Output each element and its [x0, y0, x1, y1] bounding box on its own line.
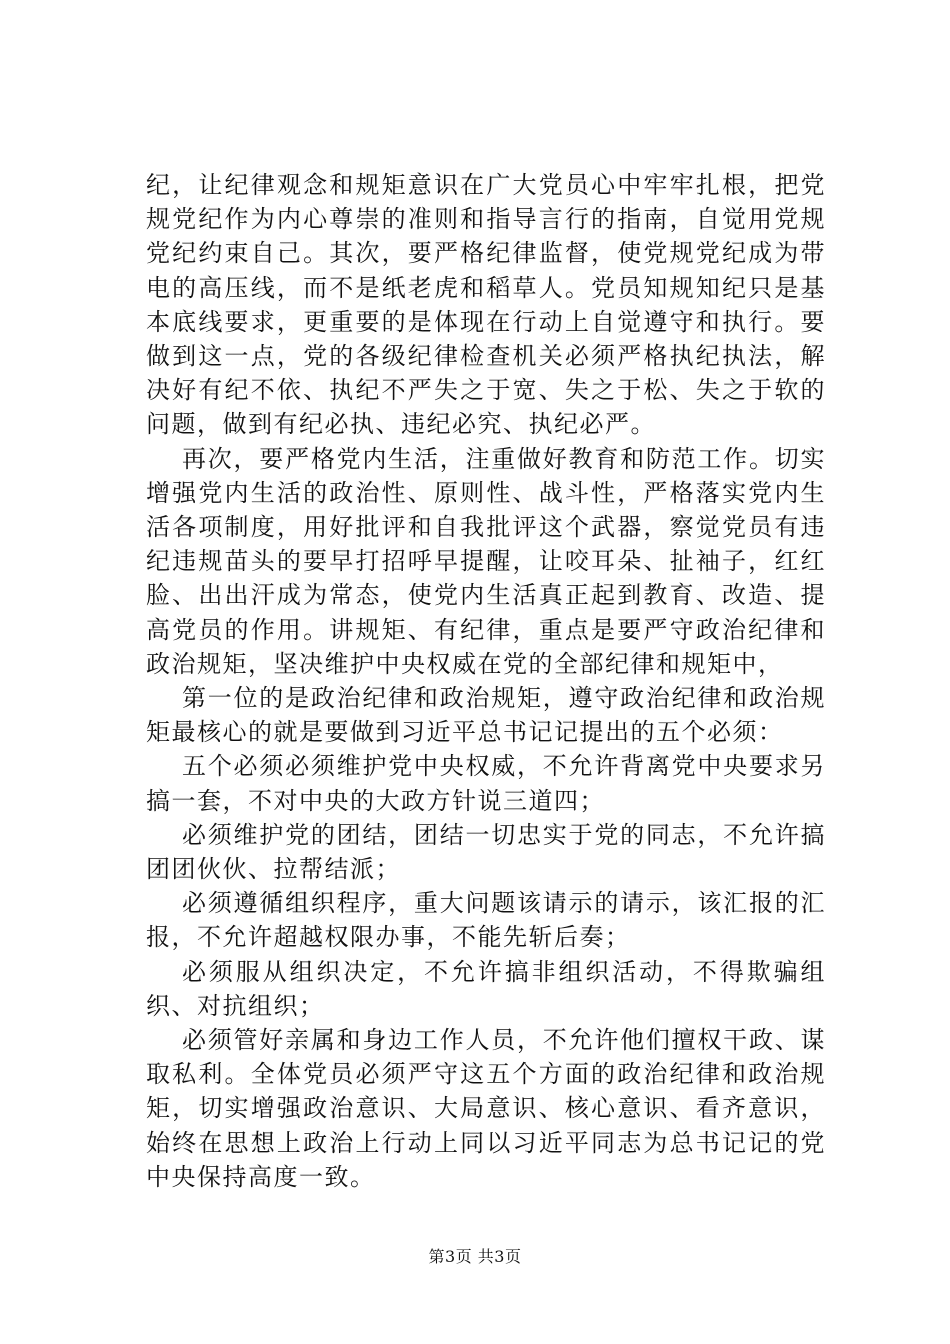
page-footer: 第3页 共3页: [428, 1247, 522, 1266]
paragraph-7: 必须服从组织决定，不允许搞非组织活动，不得欺骗组织、对抗组织；: [146, 957, 826, 1020]
paragraph-2: 再次，要严格党内生活，注重做好教育和防范工作。切实增强党内生活的政治性、原则性、战斗性，严格落实党内生活各项制度，用好批评和自我批评这个武器，察觉党员有违纪违规苗头的要早打招呼早提醒，让咬耳朵、扯袖子，红红脸、出出汗成为常态，使党内生活真正起到教育、改造、提高党员的作用。讲规矩、有纪律，重点是要严守政治纪律和政治规矩，坚决维护中央权威在党的全部纪律和规矩中，: [146, 444, 826, 678]
document-body: [146, 168, 826, 1194]
paragraph-4: 五个必须必须维护党中央权威，不允许背离党中央要求另搞一套，不对中央的大政方针说三道四；: [146, 752, 826, 815]
paragraph-6: 必须遵循组织程序，重大问题该请示的请示，该汇报的汇报，不允许超越权限办事，不能先斩后奏；: [146, 889, 826, 952]
paragraph-5: 必须维护党的团结，团结一切忠实于党的同志，不允许搞团团伙伙、拉帮结派；: [146, 820, 826, 884]
paragraph-1: 纪，让纪律观念和规矩意识在广大党员心中牢牢扎根，把党规党纪作为内心尊崇的准则和指导言行的指南，自觉用党规党纪约束自己。其次，要严格纪律监督，使党规党纪成为带电的高压线，而不是纸老虎和稻草人。党员知规知纪只是基本底线要求，更重要的是体现在行动上自觉遵守和执行。要做到这一点，党的各级纪律检查机关必须严格执纪执法，解决好有纪不依、执纪不严失之于宽、失之于松、失之于软的问题，做到有纪必执、违纪必究、执纪必严。: [146, 171, 826, 439]
paragraph-3: 第一位的是政治纪律和政治规矩，遵守政治纪律和政治规矩最核心的就是要做到习近平总书记记提出的五个必须：: [146, 684, 826, 747]
paragraph-8: 必须管好亲属和身边工作人员，不允许他们擅权干政、谋取私利。全体党员必须严守这五个方面的政治纪律和政治规矩，切实增强政治意识、大局意识、核心意识、看齐意识，始终在思想上政治上行动上同以习近平同志为总书记记的党中央保持高度一致。: [146, 1026, 826, 1191]
